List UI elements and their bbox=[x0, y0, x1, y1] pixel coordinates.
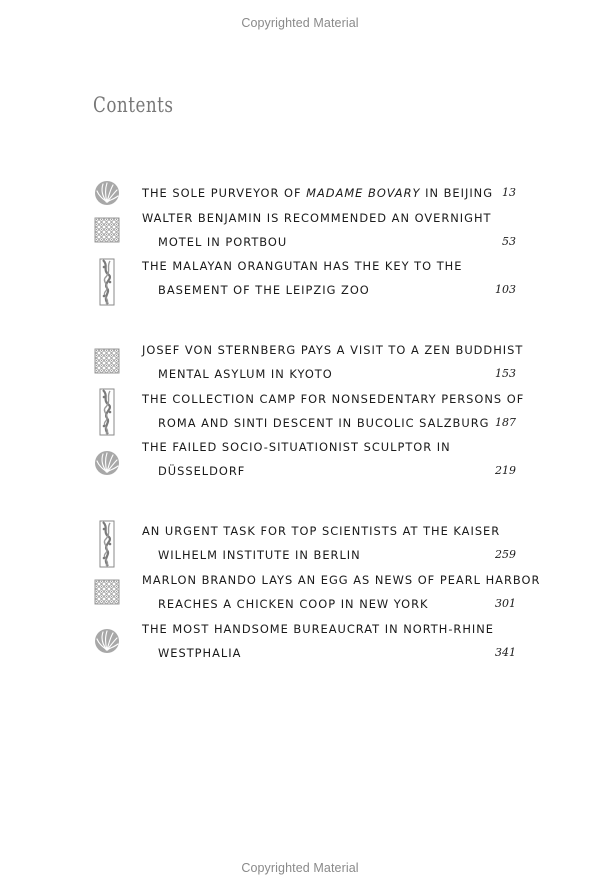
page-number: 259 bbox=[495, 548, 516, 561]
lattice-ornament-icon bbox=[94, 579, 120, 627]
toc-entry-title: AN URGENT TASK FOR TOP SCIENTISTS AT THE KAISER bbox=[142, 524, 501, 538]
toc-entry-title-cont: DÜSSELDORF bbox=[158, 464, 246, 478]
toc-entry-title: WALTER BENJAMIN IS RECOMMENDED AN OVERNIGHT bbox=[142, 211, 492, 225]
vine-ornament-icon bbox=[99, 258, 125, 306]
toc-entry-title-cont: MOTEL IN PORTBOU bbox=[158, 235, 288, 249]
page-number: 53 bbox=[502, 235, 516, 248]
toc-entry-title-cont: MENTAL ASYLUM IN KYOTO bbox=[158, 367, 333, 381]
book-title-italic: MADAME BOVARY bbox=[306, 186, 421, 200]
page-number: 187 bbox=[495, 416, 516, 429]
toc-entry-title-cont: REACHES A CHICKEN COOP IN NEW YORK bbox=[158, 597, 429, 611]
fan-ornament-icon bbox=[94, 450, 120, 498]
toc-entry-title-cont: ROMA AND SINTI DESCENT IN BUCOLIC SALZBURG bbox=[158, 416, 490, 430]
page-title: Contents bbox=[93, 93, 174, 117]
page-number: 103 bbox=[495, 283, 516, 296]
vine-ornament-icon bbox=[99, 388, 125, 436]
page-number: 13 bbox=[502, 186, 516, 199]
toc-entry-title-cont: WILHELM INSTITUTE IN BERLIN bbox=[158, 548, 361, 562]
toc-entry-title-cont: BASEMENT OF THE LEIPZIG ZOO bbox=[158, 283, 370, 297]
watermark-top: Copyrighted Material bbox=[241, 16, 359, 30]
vine-ornament-icon bbox=[99, 520, 125, 568]
page-number: 301 bbox=[495, 597, 516, 610]
toc-entry-title: THE MOST HANDSOME BUREAUCRAT IN NORTH-RHINE bbox=[142, 622, 494, 636]
toc-entry-title bbox=[142, 185, 493, 201]
toc-entry-title-cont: WESTPHALIA bbox=[158, 646, 242, 660]
toc-entry-title: THE COLLECTION CAMP FOR NONSEDENTARY PERSONS OF bbox=[142, 392, 525, 406]
toc-entry-title: THE FAILED SOCIO-SITUATIONIST SCULPTOR IN bbox=[142, 440, 451, 454]
page-number: 341 bbox=[495, 646, 516, 659]
toc-entry-title: MARLON BRANDO LAYS AN EGG AS NEWS OF PEARL HARBOR bbox=[142, 573, 541, 587]
page-number: 153 bbox=[495, 367, 516, 380]
page-number: 219 bbox=[495, 464, 516, 477]
toc-entry-title-part: IN BEIJING bbox=[420, 186, 494, 200]
toc-entry-title-part: THE SOLE PURVEYOR OF bbox=[142, 186, 307, 200]
watermark-bottom: Copyrighted Material bbox=[241, 861, 359, 875]
toc-entry-title: JOSEF VON STERNBERG PAYS A VISIT TO A ZEN BUDDHIST bbox=[142, 343, 524, 357]
toc-entry-title: THE MALAYAN ORANGUTAN HAS THE KEY TO THE bbox=[142, 259, 463, 273]
fan-ornament-icon bbox=[94, 628, 120, 676]
